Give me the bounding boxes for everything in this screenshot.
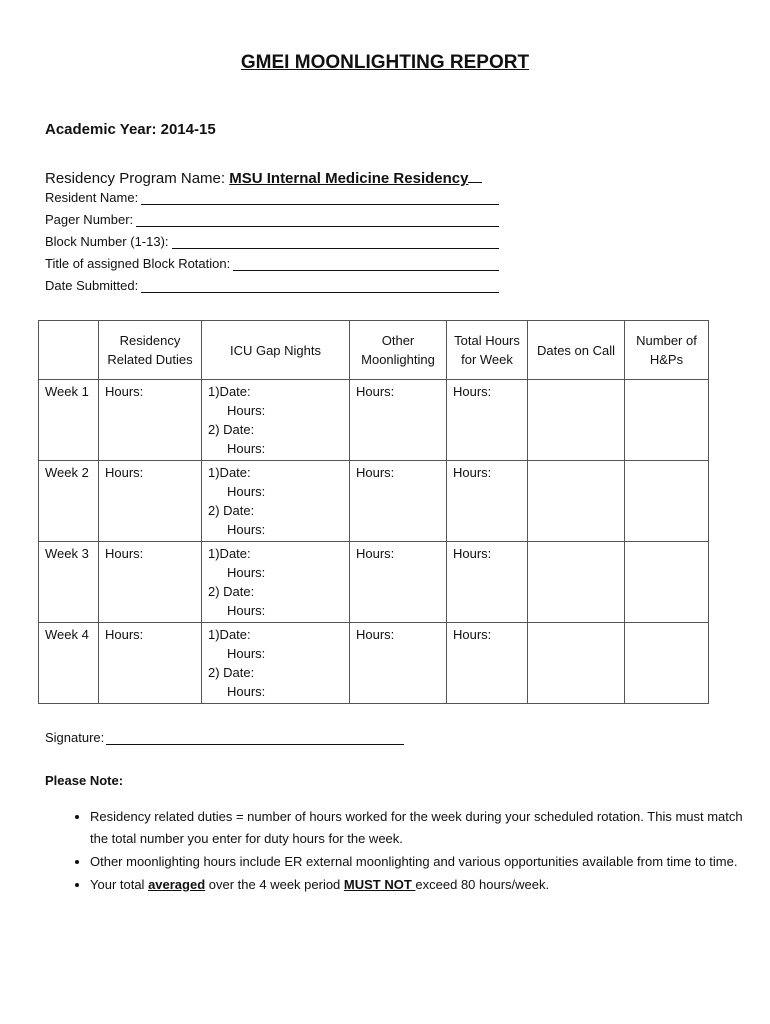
note3-part-c: over the 4 week period (205, 877, 344, 892)
block-rotation-field[interactable] (45, 256, 499, 271)
icu-date2: 2) Date: (208, 584, 255, 599)
list-item (90, 874, 750, 896)
resident-name-line[interactable] (141, 192, 499, 205)
signature-label: Signature: (45, 730, 105, 745)
header-week (39, 321, 99, 380)
icu-date1: 1)Date: (208, 546, 251, 561)
header-icu: ICU Gap Nights (202, 321, 350, 380)
list-item: • Residency related duties = number of hours worked for the week during your scheduled rotation. This must match the total number you enter for duty hours for the week. (90, 806, 750, 850)
note3-part-a: Your total (90, 877, 149, 892)
dates-on-call-cell[interactable] (528, 542, 625, 623)
header-dates-on-call: Dates on Call (528, 321, 625, 380)
block-number-field[interactable] (45, 234, 499, 249)
icu-cell[interactable] (202, 461, 350, 542)
table-row (39, 380, 709, 461)
dates-on-call-cell[interactable] (528, 380, 625, 461)
header-total: Total Hours for Week (447, 321, 528, 380)
icu-hours2: Hours: (227, 441, 266, 456)
program-name-line (468, 168, 482, 183)
icu-date1: 1)Date: (208, 384, 251, 399)
note3-must-not: MUST NOT (343, 877, 416, 892)
other-hours-cell[interactable]: Hours: (350, 380, 447, 461)
icu-date1: 1)Date: (208, 465, 251, 480)
icu-hours2: Hours: (227, 522, 266, 537)
block-rotation-label: Title of assigned Block Rotation: (45, 256, 231, 271)
table-header-row (39, 321, 709, 380)
resident-name-label: Resident Name: (45, 190, 139, 205)
program-name-row (45, 168, 482, 187)
residency-hours-cell[interactable]: Hours: (99, 380, 202, 461)
signature-field[interactable] (45, 730, 404, 745)
table-row (39, 542, 709, 623)
other-hours-cell[interactable]: Hours: (350, 542, 447, 623)
icu-hours1: Hours: (227, 646, 266, 661)
hps-cell[interactable] (625, 461, 709, 542)
report-title: GMEI MOONLIGHTING REPORT (240, 52, 530, 73)
icu-hours1: Hours: (227, 403, 266, 418)
note3-averaged: averaged (148, 877, 206, 892)
total-hours-cell[interactable]: Hours: (447, 380, 528, 461)
other-hours-cell[interactable]: Hours: (350, 623, 447, 704)
hps-cell[interactable] (625, 380, 709, 461)
dates-on-call-cell[interactable] (528, 623, 625, 704)
icu-date2: 2) Date: (208, 665, 255, 680)
week-label: Week 2 (39, 461, 99, 542)
header-hps: Number of H&Ps (625, 321, 709, 380)
table-row (39, 623, 709, 704)
block-rotation-line[interactable] (233, 258, 499, 271)
icu-hours2: Hours: (227, 603, 266, 618)
total-hours-cell[interactable]: Hours: (447, 542, 528, 623)
week-label: Week 1 (39, 380, 99, 461)
table-row (39, 461, 709, 542)
icu-hours1: Hours: (227, 484, 266, 499)
residency-hours-cell[interactable]: Hours: (99, 542, 202, 623)
icu-cell[interactable] (202, 542, 350, 623)
dates-on-call-cell[interactable] (528, 461, 625, 542)
week-label: Week 4 (39, 623, 99, 704)
icu-hours2: Hours: (227, 684, 266, 699)
date-submitted-line[interactable] (141, 280, 499, 293)
other-hours-cell[interactable]: Hours: (350, 461, 447, 542)
academic-year: Academic Year: 2014-15 (45, 121, 216, 138)
program-name-value: MSU Internal Medicine Residency (229, 170, 469, 187)
notes-list (68, 806, 750, 897)
residency-hours-cell[interactable]: Hours: (99, 461, 202, 542)
total-hours-cell[interactable]: Hours: (447, 461, 528, 542)
signature-line[interactable] (106, 732, 404, 745)
date-submitted-label: Date Submitted: (45, 278, 139, 293)
moonlighting-table (38, 320, 709, 704)
hps-cell[interactable] (625, 623, 709, 704)
block-number-label: Block Number (1-13): (45, 234, 169, 249)
list-item: • Other moonlighting hours include ER external moonlighting and various opportunities available from time to time. (90, 851, 750, 873)
icu-cell[interactable] (202, 380, 350, 461)
program-name-label: Residency Program Name: (45, 170, 230, 187)
icu-hours1: Hours: (227, 565, 266, 580)
icu-date2: 2) Date: (208, 503, 255, 518)
pager-number-label: Pager Number: (45, 212, 134, 227)
residency-hours-cell[interactable]: Hours: (99, 623, 202, 704)
block-number-line[interactable] (172, 236, 499, 249)
header-other: Other Moonlighting (350, 321, 447, 380)
icu-date2: 2) Date: (208, 422, 255, 437)
icu-date1: 1)Date: (208, 627, 251, 642)
pager-number-line[interactable] (136, 214, 499, 227)
week-label: Week 3 (39, 542, 99, 623)
date-submitted-field[interactable] (45, 278, 499, 293)
pager-number-field[interactable] (45, 212, 499, 227)
total-hours-cell[interactable]: Hours: (447, 623, 528, 704)
resident-name-field[interactable] (45, 190, 499, 205)
note3-part-e: exceed 80 hours/week. (415, 877, 550, 892)
hps-cell[interactable] (625, 542, 709, 623)
icu-cell[interactable] (202, 623, 350, 704)
note-heading: Please Note: (45, 773, 124, 788)
header-residency: Residency Related Duties (99, 321, 202, 380)
